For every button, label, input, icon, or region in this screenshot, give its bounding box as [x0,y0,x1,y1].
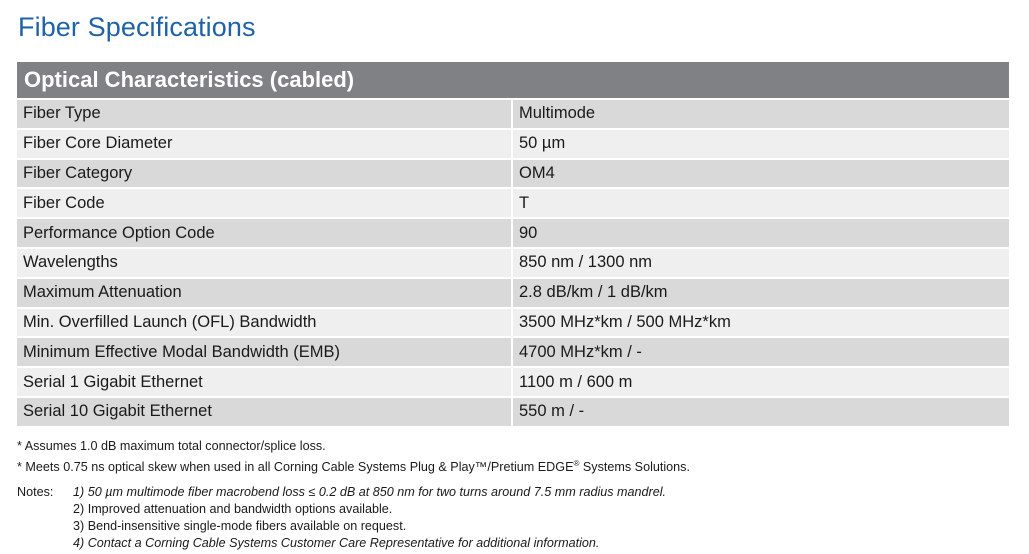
row-value: 1100 m / 600 m [519,372,633,391]
row-value: 3500 MHz*km / 500 MHz*km [519,312,731,331]
row-label: Fiber Core Diameter [17,130,513,158]
table-row [17,247,1009,277]
note-item: 3) Bend-insensitive single-mode fibers available on request. [73,519,407,533]
row-value: 2.8 dB/km / 1 dB/km [519,283,668,302]
row-value: 90 [519,223,538,242]
note-item: 1) 50 µm multimode fiber macrobend loss ≤ 0.2 dB at 850 nm for two turns around 7.5 mm radius mandrel. [73,485,667,499]
notes-list [73,484,666,552]
row-label: Maximum Attenuation [17,279,513,307]
row-value: 50 µm [519,134,566,153]
table-row [17,336,1009,366]
row-label: Serial 10 Gigabit Ethernet [17,398,513,426]
row-label: Wavelengths [17,249,513,277]
table-row [17,128,1009,158]
row-label: Minimum Effective Modal Bandwidth (EMB) [17,338,513,366]
row-value: Multimode [519,104,596,123]
footnote-optical-skew [17,455,690,476]
row-label: Fiber Type [17,100,513,128]
row-label: Min. Overfilled Launch (OFL) Bandwidth [17,309,513,337]
note-item: 4) Contact a Corning Cable Systems Customer Care Representative for additional information. [73,536,600,550]
footnote-text: Systems Solutions. [579,460,690,475]
row-label: Fiber Category [17,160,513,188]
row-label: Performance Option Code [17,219,513,247]
table-row [17,98,1009,128]
row-value: 850 nm / 1300 nm [519,253,652,272]
footnotes [17,438,690,476]
notes-section [17,484,666,552]
registered-mark: ® [573,459,580,468]
table-row [17,307,1009,337]
optical-characteristics-table [17,62,1009,426]
table-row [17,217,1009,247]
row-value: T [519,193,530,212]
row-value: OM4 [519,163,555,182]
row-value: 4700 MHz*km / - [519,342,642,361]
note-item: 2) Improved attenuation and bandwidth options available. [73,502,393,516]
table-row [17,366,1009,396]
table-row [17,187,1009,217]
table-header: Optical Characteristics (cabled) [17,62,1009,98]
table-row [17,396,1009,426]
page-title: Fiber Specifications [18,12,256,42]
row-label: Serial 1 Gigabit Ethernet [17,368,513,396]
footnote-connector-loss: * Assumes 1.0 dB maximum total connector/splice loss. [17,439,326,453]
notes-label: Notes: [17,485,54,499]
table-row [17,277,1009,307]
row-value: 550 m / - [519,402,585,421]
table-row [17,158,1009,188]
footnote-text: * Meets 0.75 ns optical skew when used in all Corning Cable Systems Plug & Play™/Pretium EDGE [17,460,574,475]
row-label: Fiber Code [17,189,513,217]
